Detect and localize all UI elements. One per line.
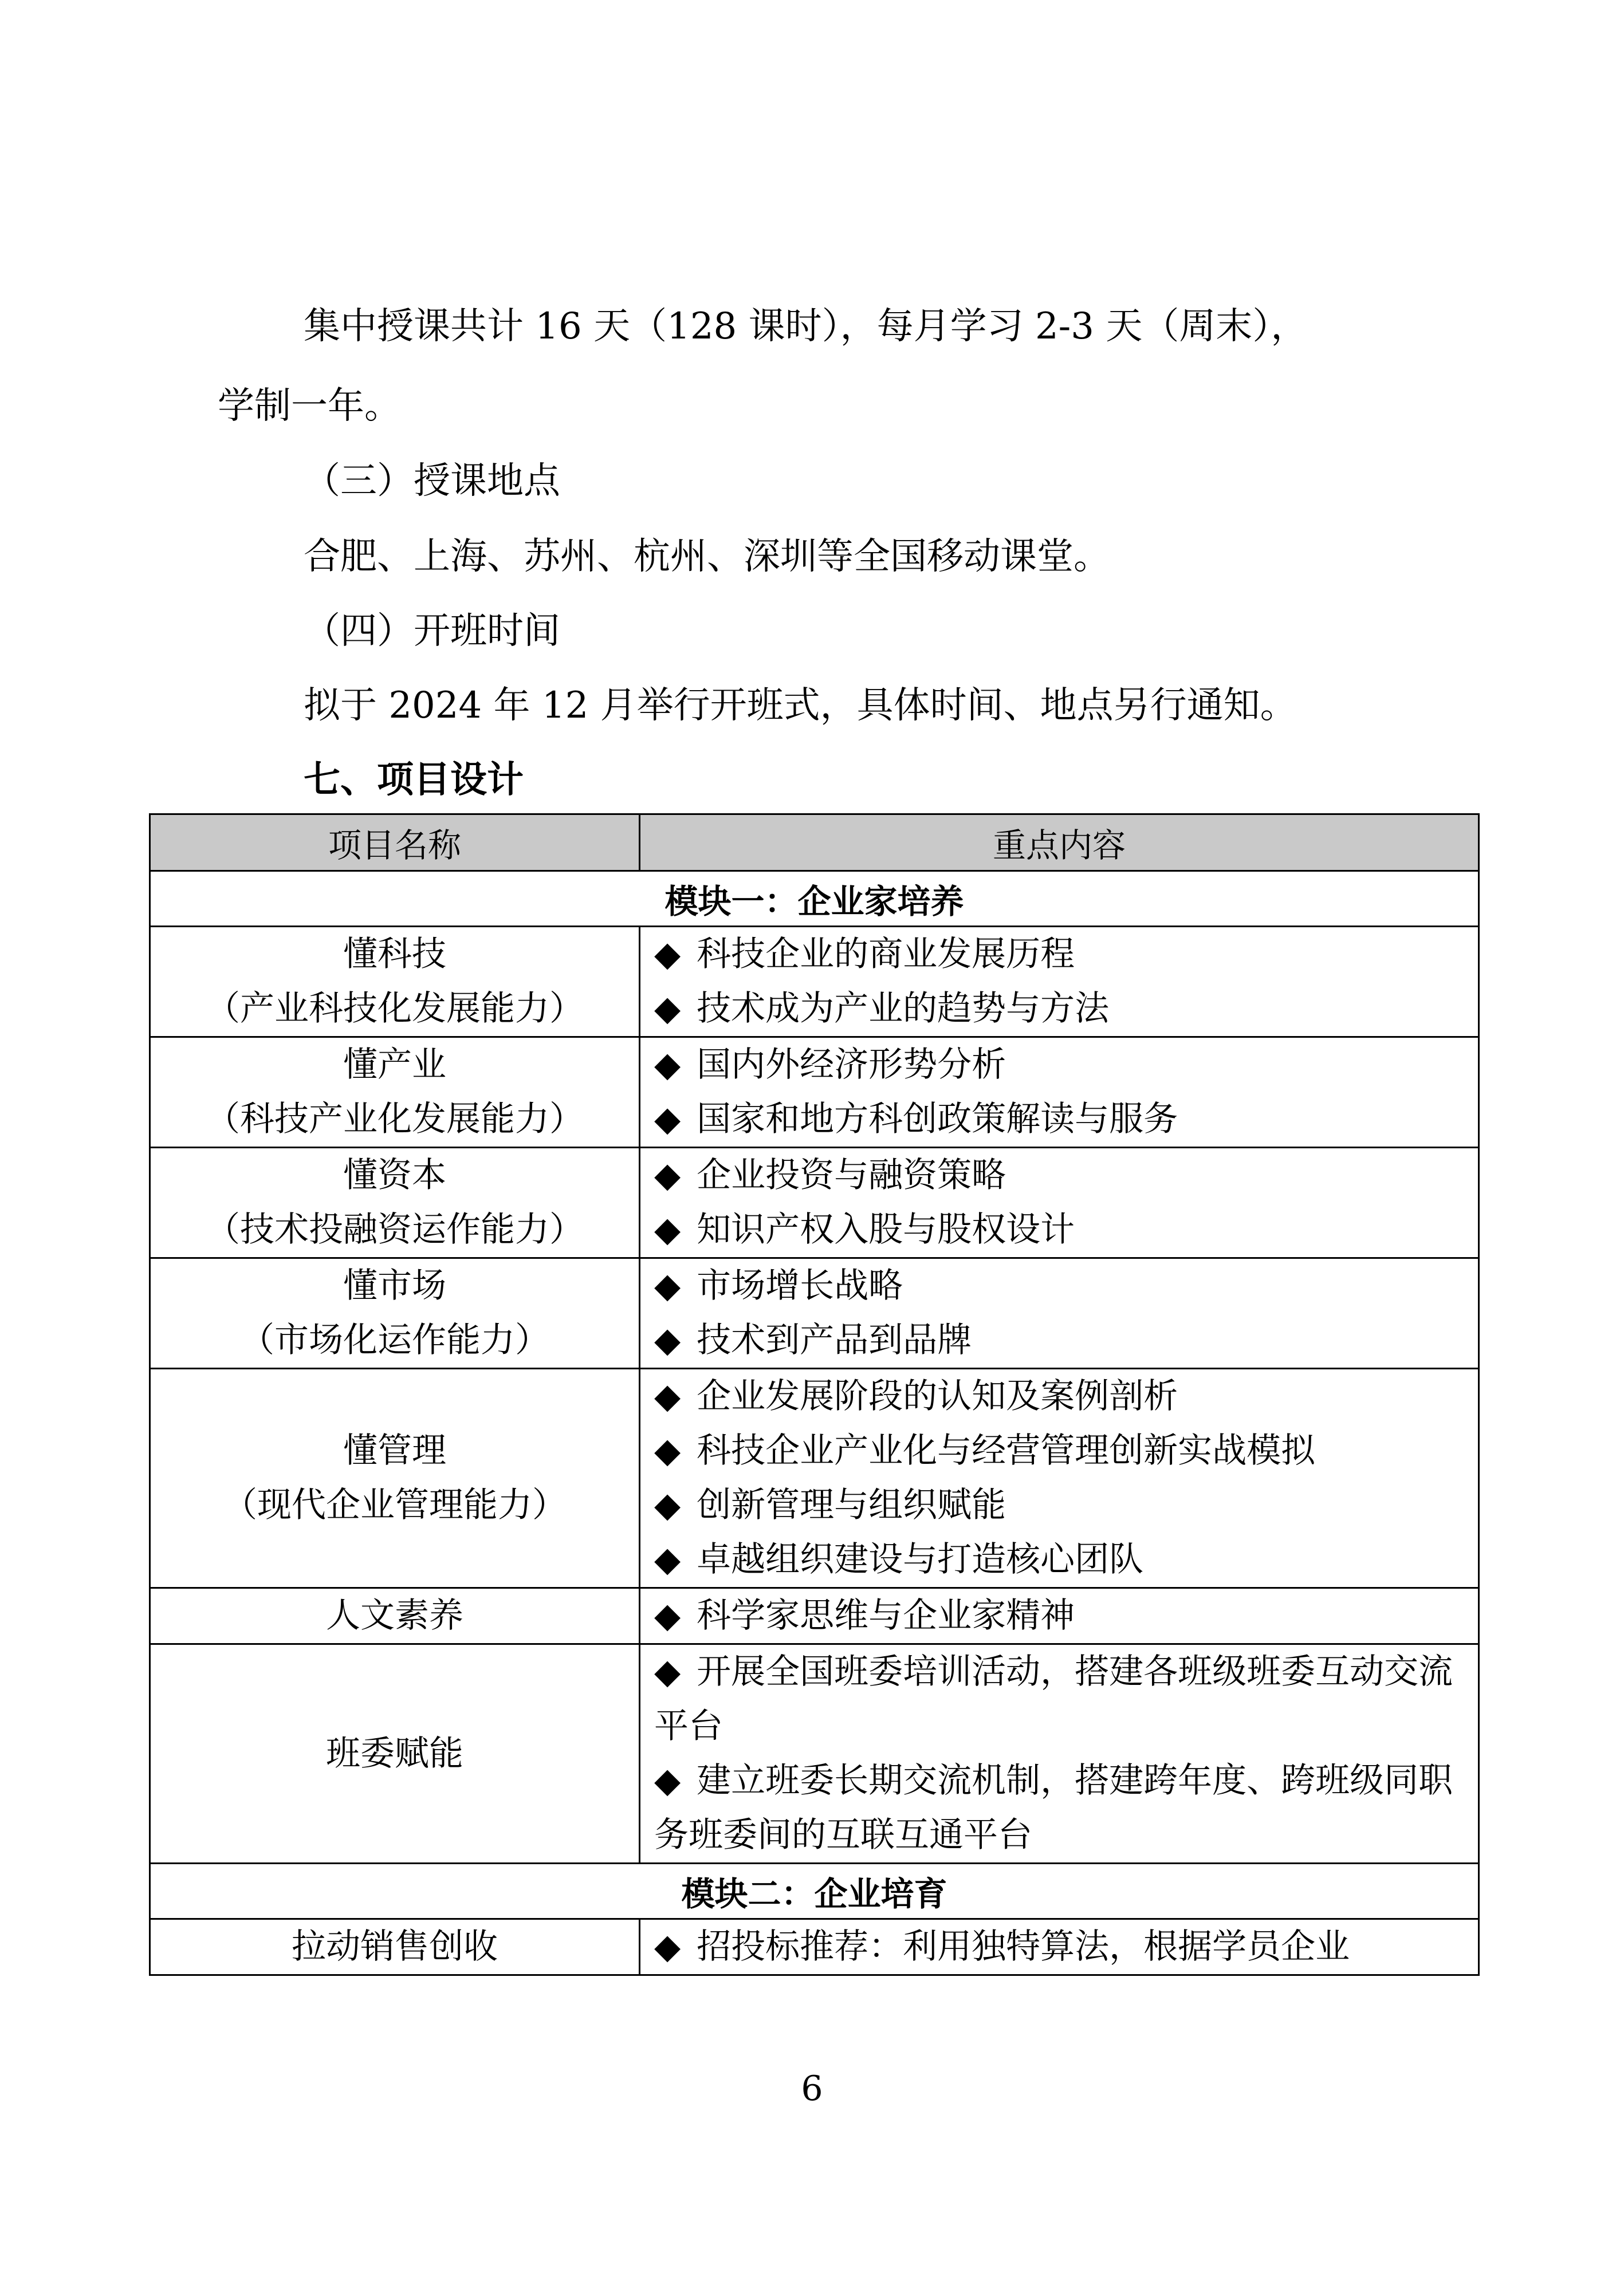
diamond-bullet-icon: ◆ <box>654 1210 681 1250</box>
content-item-text: 科技企业产业化与经营管理创新实战模拟 <box>697 1431 1316 1471</box>
content-item <box>654 1259 1466 1313</box>
diamond-bullet-icon: ◆ <box>654 1652 681 1692</box>
diamond-bullet-icon: ◆ <box>654 988 681 1029</box>
content-item <box>654 1533 1466 1587</box>
content-item <box>654 1092 1466 1147</box>
diamond-bullet-icon: ◆ <box>654 1045 681 1085</box>
content-item-text: 建立班委长期交流机制，搭建跨年度、跨班级同职务班委间的互联互通平台 <box>654 1761 1453 1855</box>
content-cell <box>640 1919 1479 1975</box>
diamond-bullet-icon: ◆ <box>654 1485 681 1525</box>
content-item-text: 知识产权入股与股权设计 <box>697 1210 1075 1250</box>
content-item-text: 企业发展阶段的认知及案例剖析 <box>697 1376 1178 1416</box>
content-cell <box>640 1148 1479 1258</box>
table-row <box>150 1258 1479 1369</box>
content-item <box>654 1424 1466 1478</box>
content-cell <box>640 1644 1479 1864</box>
content-item <box>654 1038 1466 1092</box>
content-item-text: 科学家思维与企业家精神 <box>697 1596 1075 1636</box>
paragraph-start-time: 拟于 2024 年 12 月举行开班式，具体时间、地点另行通知。 <box>304 684 1297 727</box>
diamond-bullet-icon: ◆ <box>654 1099 681 1139</box>
content-item-text: 市场增长战略 <box>697 1266 903 1306</box>
module-row <box>150 1864 1479 1919</box>
project-name-cell <box>150 1369 640 1588</box>
table-row <box>150 1644 1479 1864</box>
content-item-text: 国家和地方科创政策解读与服务 <box>697 1099 1178 1139</box>
content-item <box>654 927 1466 982</box>
project-ability: （市场化运作能力） <box>240 1320 549 1360</box>
heading-location: （三）授课地点 <box>304 460 560 502</box>
project-name-cell <box>150 1258 640 1369</box>
table-row <box>150 927 1479 1037</box>
header-project-name: 项目名称 <box>150 814 640 871</box>
table-row <box>150 1369 1479 1588</box>
content-item-text: 卓越组织建设与打造核心团队 <box>697 1539 1144 1580</box>
project-name: 懂管理 <box>343 1431 446 1471</box>
content-item-text: 企业投资与融资策略 <box>697 1155 1006 1195</box>
project-name-cell <box>150 927 640 1037</box>
project-name: 班委赋能 <box>326 1733 463 1774</box>
diamond-bullet-icon: ◆ <box>654 1320 681 1360</box>
paragraph-schedule-line1: 集中授课共计 16 天（128 课时），每月学习 2-3 天（周末）， <box>304 305 1308 348</box>
project-name-cell: 拉动销售创收 <box>150 1919 640 1975</box>
content-item <box>654 1920 1466 1974</box>
table-row <box>150 1148 1479 1258</box>
project-name: 懂市场 <box>343 1266 446 1306</box>
content-item <box>654 1754 1466 1862</box>
project-ability: （技术投融资运作能力） <box>206 1210 584 1250</box>
content-item <box>654 1313 1466 1368</box>
content-item-text: 创新管理与组织赋能 <box>697 1485 1006 1525</box>
project-name-cell <box>150 1644 640 1864</box>
content-cell <box>640 1369 1479 1588</box>
project-name: 懂产业 <box>343 1045 446 1085</box>
table-header-row <box>150 814 1479 871</box>
project-design-table <box>149 813 1480 1976</box>
table-row <box>150 1919 1479 1975</box>
project-ability: （产业科技化发展能力） <box>206 988 584 1029</box>
diamond-bullet-icon: ◆ <box>654 1431 681 1471</box>
content-cell <box>640 1258 1479 1369</box>
content-cell <box>640 1037 1479 1148</box>
page-number: 6 <box>801 2069 823 2109</box>
diamond-bullet-icon: ◆ <box>654 1376 681 1416</box>
project-name-cell <box>150 1588 640 1644</box>
content-item <box>654 982 1466 1036</box>
content-item <box>654 1369 1466 1424</box>
project-name: 懂科技 <box>343 934 446 974</box>
paragraph-location: 合肥、上海、苏州、杭州、深圳等全国移动课堂。 <box>304 535 1110 578</box>
module-title: 模块二：企业培育 <box>150 1864 1479 1919</box>
content-item <box>654 1645 1466 1754</box>
diamond-bullet-icon: ◆ <box>654 1596 681 1636</box>
content-item-text: 国内外经济形势分析 <box>697 1045 1006 1085</box>
content-item-text: 开展全国班委培训活动，搭建各班级班委互动交流平台 <box>654 1652 1453 1746</box>
heading-start-time: （四）开班时间 <box>304 610 560 652</box>
module-title: 模块一：企业家培养 <box>150 871 1479 927</box>
content-item-text: 招投标推荐：利用独特算法，根据学员企业 <box>697 1927 1350 1967</box>
project-ability: （现代企业管理能力） <box>223 1485 567 1525</box>
diamond-bullet-icon: ◆ <box>654 1927 681 1967</box>
content-item-text: 技术成为产业的趋势与方法 <box>697 988 1110 1029</box>
diamond-bullet-icon: ◆ <box>654 1155 681 1195</box>
content-cell <box>640 1588 1479 1644</box>
table-body <box>150 927 1479 1864</box>
project-ability: （科技产业化发展能力） <box>206 1099 584 1139</box>
paragraph-schedule-line2: 学制一年。 <box>218 385 401 427</box>
content-item-text: 科技企业的商业发展历程 <box>697 934 1075 974</box>
diamond-bullet-icon: ◆ <box>654 1761 681 1801</box>
content-item <box>654 1478 1466 1533</box>
module-row <box>150 871 1479 927</box>
content-cell <box>640 927 1479 1037</box>
diamond-bullet-icon: ◆ <box>654 1266 681 1306</box>
diamond-bullet-icon: ◆ <box>654 1539 681 1580</box>
diamond-bullet-icon: ◆ <box>654 934 681 974</box>
content-item <box>654 1148 1466 1203</box>
project-name: 人文素养 <box>326 1596 463 1636</box>
content-item <box>654 1589 1466 1643</box>
table-row <box>150 1037 1479 1148</box>
section-title: 七、项目设计 <box>304 759 524 801</box>
content-item-text: 技术到产品到品牌 <box>697 1320 972 1360</box>
header-key-content: 重点内容 <box>640 814 1479 871</box>
project-name-cell <box>150 1148 640 1258</box>
content-item <box>654 1203 1466 1257</box>
project-name-cell <box>150 1037 640 1148</box>
project-name: 懂资本 <box>343 1155 446 1195</box>
table-row <box>150 1588 1479 1644</box>
